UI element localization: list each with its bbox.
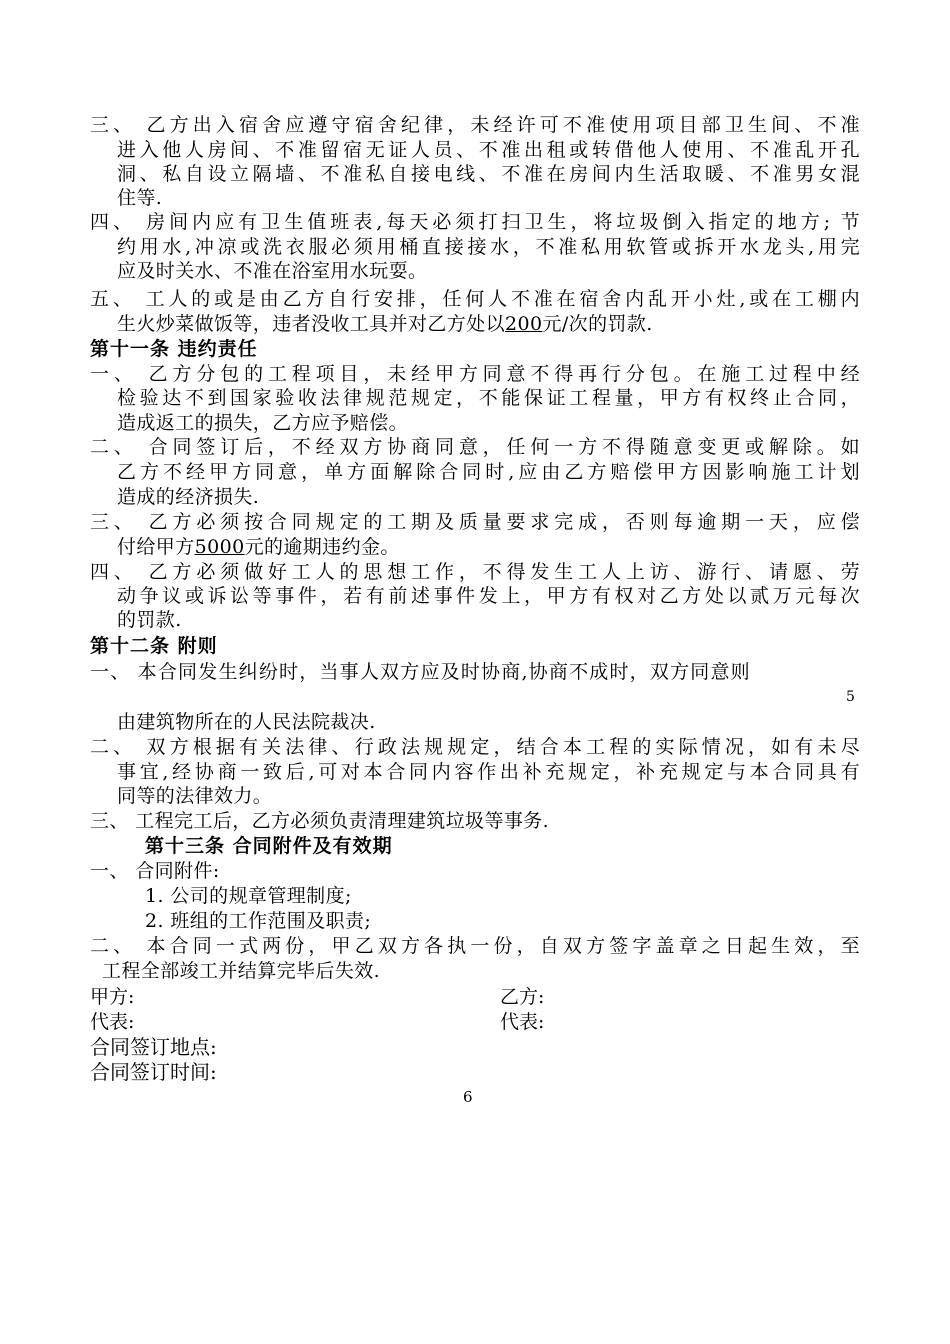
- article-10-item-4-line-3: 应及时关水、不准在浴室用水玩耍。: [117, 260, 428, 282]
- article-10-item-3-line-1: 三、 乙方出入宿舍应遵守宿舍纪律，未经许可不准使用项目部卫生间、不准: [90, 114, 860, 136]
- article-11-item-1-line-2: 检验达不到国家验收法律规范规定，不能保证工程量，甲方有权终止合同，: [117, 387, 860, 409]
- article-12-item-2-line-3: 同等的法律效力。: [117, 785, 273, 807]
- article-10-item-5-line-1: 五、 工人的或是由乙方自行安排，任何人不准在宿舍内乱开小灶,或在工棚内: [90, 288, 860, 310]
- article-13-item-2-line-1: 二、 本合同一式两份，甲乙双方各执一份，自双方签字盖章之日起生效，至: [90, 935, 860, 957]
- article-10-item-5-text-b: 元/次的罚款.: [542, 313, 653, 335]
- party-b-representative-label: 代表:: [500, 1011, 545, 1033]
- party-a-label: 甲方:: [90, 986, 135, 1008]
- article-10-item-4-line-2: 约用水,冲凉或洗衣服必须用桶直接接水，不准私用软管或拆开水龙头,用完: [117, 236, 860, 258]
- article-12-item-1-line-2: 由建筑物所在的人民法院裁决.: [117, 711, 376, 733]
- article-13-heading: 第十三条 合同附件及有效期: [145, 835, 393, 857]
- article-11-item-4-line-1: 四、 乙方必须做好工人的思想工作，不得发生工人上访、游行、请愿、劳: [90, 561, 860, 583]
- late-penalty-amount: 5000: [194, 536, 245, 558]
- article-11-item-4-line-2: 动争议或诉讼等事件，若有前述事件发上，甲方有权对乙方处以贰万元每次: [117, 585, 860, 607]
- article-11-item-4-line-3: 的罚款.: [117, 609, 182, 631]
- article-11-item-3-line-2: [117, 535, 860, 559]
- article-11-item-2-line-1: 二、 合同签订后，不经双方协商同意，任何一方不得随意变更或解除。如: [90, 436, 860, 458]
- attachment-item-1: 1. 公司的规章管理制度;: [145, 885, 352, 907]
- article-11-item-3-line-1: 三、 乙方必须按合同规定的工期及质量要求完成，否则每逾期一天，应偿: [90, 511, 860, 533]
- article-12-item-2-line-2: 事宜,经协商一致后,可对本合同内容作出补充规定，补充规定与本合同具有: [117, 761, 860, 783]
- article-11-item-2-line-2: 乙方不经甲方同意，单方面解除合同时,应由乙方赔偿甲方因影响施工计划: [117, 461, 860, 483]
- article-12-item-2-line-1: 二、 双方根据有关法律、行政法规规定，结合本工程的实际情况，如有未尽: [90, 736, 860, 758]
- article-10-item-3-line-3: 洞、私自设立隔墙、不准私自接电线、不准在房间内生活取暖、不准男女混: [117, 163, 860, 185]
- article-11-heading: 第十一条 违约责任: [90, 338, 258, 360]
- article-12-heading: 第十二条 附则: [90, 635, 218, 657]
- signing-place-label: 合同签订地点:: [90, 1035, 217, 1059]
- penalty-amount: 200: [505, 313, 543, 335]
- article-10-item-5-line-2: [117, 312, 860, 336]
- article-11-item-1-line-3: 造成返工的损失，乙方应予赔偿。: [117, 412, 409, 434]
- article-13-item-1-line-1: 一、 合同附件:: [90, 860, 220, 882]
- article-11-item-3-text-a: 付给甲方: [117, 536, 195, 558]
- article-12-item-3-line-1: 三、 工程完工后，乙方必须负责清理建筑垃圾等事务.: [90, 810, 550, 832]
- article-13-item-2-line-2: 工程全部竣工并结算完毕后失效.: [102, 960, 381, 982]
- article-11-item-1-line-1: 一、 乙方分包的工程项目，未经甲方同意不得再行分包。在施工过程中经: [90, 363, 860, 385]
- article-11-item-3-text-b: 元的逾期违约金。: [244, 536, 400, 558]
- article-10-item-3-line-2: 进入他人房间、不准留宿无证人员、不准出租或转借他人使用、不准乱开孔: [117, 139, 860, 161]
- article-10-item-3-line-4: 住等.: [117, 187, 163, 209]
- article-12-item-1-line-1: 一、 本合同发生纠纷时，当事人双方应及时协商,协商不成时，双方同意则: [90, 661, 751, 683]
- article-10-item-5-text-a: 生火炒菜做饭等，违者没收工具并对乙方处以: [117, 313, 506, 335]
- article-10-item-4-line-1: 四、 房间内应有卫生值班表,每天必须打扫卫生，将垃圾倒入指定的地方; 节: [90, 211, 860, 233]
- article-11-item-2-line-3: 造成的经济损失.: [117, 486, 260, 508]
- inner-page-number: 5: [846, 689, 855, 705]
- attachment-item-2: 2. 班组的工作范围及职责;: [145, 910, 372, 932]
- party-b-label: 乙方:: [500, 986, 545, 1008]
- footer-page-number: 6: [463, 1088, 473, 1106]
- party-a-representative-label: 代表:: [90, 1011, 135, 1033]
- signing-time-label: 合同签订时间:: [90, 1060, 217, 1084]
